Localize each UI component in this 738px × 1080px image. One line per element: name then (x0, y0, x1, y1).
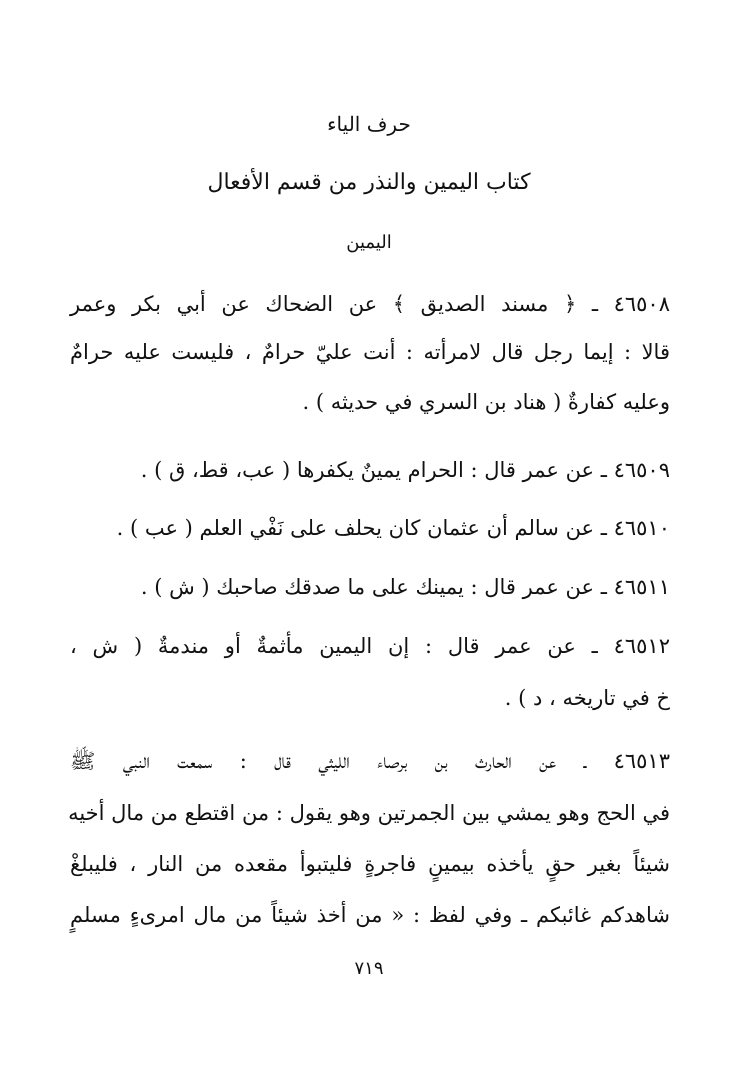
entry-46508-line-2: قالا : إيما رجل قال لامرأته : أنت عليّ حرامٌ ، فليست عليه حرامٌ (70, 340, 670, 364)
entry-46510-line-1: ٤٦٥١٠ ـ عن سالم أن عثمان كان يحلف على نَفْي العلم ( عب ) . (116, 516, 670, 540)
entry-46509-line-1: ٤٦٥٠٩ ـ عن عمر قال : الحرام يمينٌ يكفرها ( عب، قط، ق ) . (140, 458, 670, 482)
section-heading: حرف الياء (327, 112, 411, 136)
chapter-heading: اليمين (346, 232, 392, 253)
entry-46513-line-3: شيئاً بغير حقٍ يأخذه بيمينٍ فاجرةٍ فليتبوأ مقعده من النار ، فليبلغْ (70, 852, 670, 876)
page-number: ٧١٩ (354, 958, 384, 979)
entry-46513-line-2: في الحج وهو يمشي بين الجمرتين وهو يقول : من اقتطع من مال أخيه (68, 801, 670, 825)
entry-46512-line-1: ٤٦٥١٢ ـ عن عمر قال : إن اليمين مأثمةٌ أو مندمةٌ ( ش ، (70, 634, 670, 658)
entry-46508-line-1: ٤٦٥٠٨ ـ ﴿ مسند الصديق ﴾ عن الضحاك عن أبي بكر وعمر (70, 292, 670, 316)
entry-46513-line-4: شاهدكم غائبكم ـ وفي لفظ : « من أخذ شيئاً من مال امرىءٍ مسلمٍ (70, 903, 670, 927)
entry-46513-line-1: ٤٦٥١٣ ـ عن الحارث بن برصاء الليثي قال : سمعت النبي ﷺ (70, 749, 670, 773)
entry-46511-line-1: ٤٦٥١١ ـ عن عمر قال : يمينك على ما صدقك صاحبك ( ش ) . (140, 575, 670, 599)
entry-46512-line-2: خ في تاريخه ، د ) . (504, 686, 670, 710)
entry-46508-line-3: وعليه كفارةٌ ( هناد بن السري في حديثه ) . (302, 390, 670, 414)
book-heading: كتاب اليمين والنذر من قسم الأفعال (207, 170, 531, 195)
